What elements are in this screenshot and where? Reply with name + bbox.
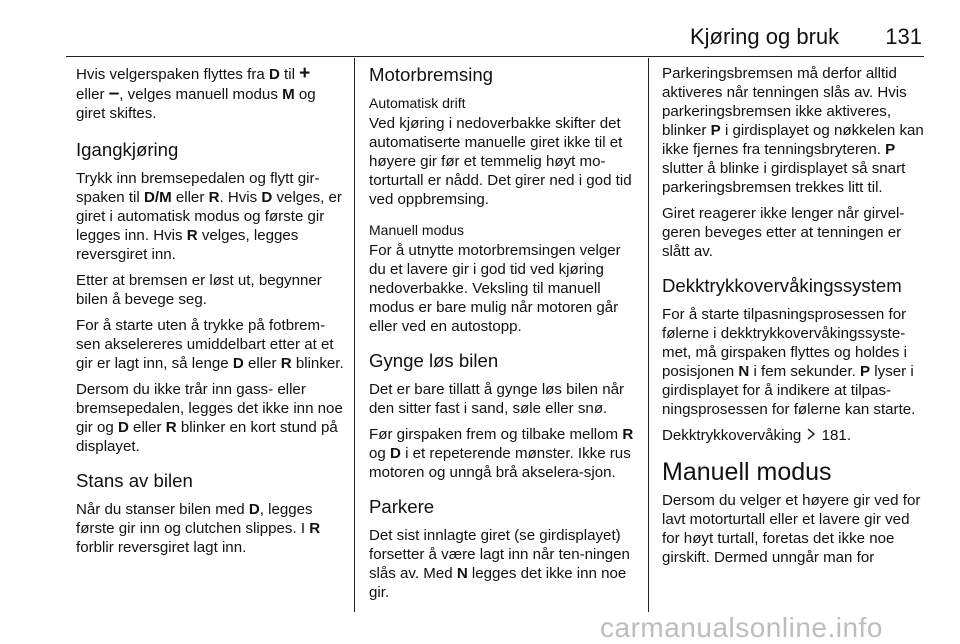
column-1	[76, 64, 348, 564]
paragraph: Etter at bremsen er løst ut, begynner bilen å bevege seg.	[76, 272, 322, 308]
paragraph: For å starte uten å trykke på fotbrem-sen akselereres umiddelbart etter at et gir er lagt inn, så lenge D eller R blinker.	[76, 317, 344, 372]
header-rule	[66, 56, 924, 57]
page-number: 131	[885, 24, 922, 49]
heading-motorbremsing: Motorbremsing	[369, 64, 494, 85]
heading-igangkjoring: Igangkjøring	[76, 139, 179, 160]
plus-icon: +	[299, 63, 311, 84]
column-divider-2	[648, 58, 649, 612]
heading-parkere: Parkere	[369, 496, 435, 517]
paragraph: Når du stanser bilen med D, legges første gir inn og clutchen slippes. I R forblir reversgiret lagt inn.	[76, 501, 321, 556]
heading-manuell-modus: Manuell modus	[662, 458, 832, 486]
paragraph: Det er bare tillatt å gynge løs bilen når den sitter fast i sand, søle eller snø.	[369, 381, 625, 417]
page-header	[690, 24, 922, 50]
paragraph: Dersom du velger et høyere gir ved for lavt motorturtall eller et lavere gir ved for høyt turtall, foretas det ikke noe girskift. Dermed unngår man for	[662, 492, 921, 566]
paragraph: Det sist innlagte giret (se girdisplayet) forsetter å være lagt inn når ten-ningen slås av. Med N legges det ikke inn noe gir.	[369, 527, 630, 601]
subheading-automatisk: Automatisk drift	[369, 95, 466, 111]
heading-stans: Stans av bilen	[76, 470, 193, 491]
paragraph: Ved kjøring i nedoverbakke skifter det automatiserte manuelle giret ikke til et høyere gir før et temmelig høyt mo-torturtall er nådd. Det girer ned i god tid ved oppbremsing.	[369, 115, 632, 208]
paragraph: Dersom du ikke trår inn gass- eller bremsepedalen, legges det ikke inn noe gir og D eller R blinker en kort stund på displayet.	[76, 381, 343, 455]
column-divider-1	[354, 58, 355, 612]
paragraph: For å utnytte motorbremsingen velger du et lavere gir i god tid ved kjøring nedoverbakke. Veksling til manuell modus er bare mulig når motoren går eller ved en autostopp.	[369, 242, 621, 335]
heading-gynge: Gynge løs bilen	[369, 350, 499, 371]
column-2	[369, 64, 637, 609]
paragraph: Trykk inn bremsepedalen og flytt gir-spaken til D/M eller R. Hvis D velges, er giret i automatisk modus og første gir legges inn. Hvis R velges, legges reversgiret inn.	[76, 170, 342, 263]
paragraph: Før girspaken frem og tilbake mellom R og D i et repeterende mønster. Ikke rus motoren og unngå brå akselera-sjon.	[369, 426, 634, 481]
page-reference-icon	[805, 426, 817, 445]
intro-paragraph: Hvis velgerspaken flyttes fra D til + eller –, velges manuell modus M og giret skiftes.	[76, 63, 316, 122]
cross-reference[interactable]: Dekktrykkovervåking 181.	[662, 427, 852, 444]
minus-icon: –	[108, 83, 120, 104]
paragraph: Parkeringsbremsen må derfor alltid aktiveres når tenningen slås av. Hvis parkeringsbremsen ikke aktiveres, blinker P i girdisplayet og nøkkelen kan ikke fjernes fra tenningsbryteren. P slutter å blinke i girdisplayet så snart parkeringsbremsen trekkes litt til.	[662, 65, 924, 196]
subheading-manuell: Manuell modus	[369, 222, 464, 238]
paragraph: Giret reagerer ikke lenger når girvel-geren beveges etter at tenningen er slått av.	[662, 205, 905, 260]
column-3	[662, 64, 930, 574]
watermark: carmanualsonline.info	[600, 612, 883, 643]
page-section-title: Kjøring og bruk	[689, 24, 840, 49]
paragraph: For å starte tilpasningsprosessen for følerne i dekktrykkovervåkingssyste-met, må girspaken flyttes og holdes i posisjonen N i fem sekunder. P lyser i girdisplayet for å indikere at tilpas-ningsprosessen for følerne kan starte.	[662, 306, 916, 418]
heading-dekktrykk: Dekktrykkovervåkingssystem	[662, 275, 902, 296]
